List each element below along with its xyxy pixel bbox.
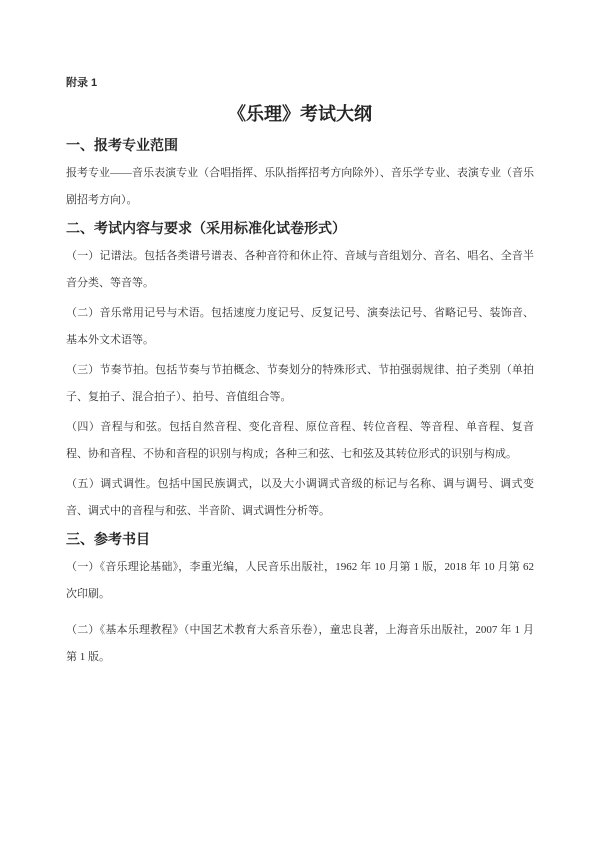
paragraph-notation: （一）记谱法。包括各类谱号谱表、各种音符和休止符、音域与音组划分、音名、唱名、全音半音分类、等音等。 <box>66 250 534 289</box>
paragraph-symbols-terms: （二）音乐常用记号与术语。包括速度力度记号、反复记号、演奏法记号、省略记号、装饰音、基本外文术语等。 <box>66 307 534 346</box>
paragraph-intervals-chords: （四）音程与和弦。包括自然音程、变化音程、原位音程、转位音程、等音程、单音程、复音程、协和音程、不协和音程的识别与构成；各种三和弦、七和弦及其转位形式的识别与构成。 <box>66 421 534 460</box>
paragraph-application-scope: 报考专业——音乐表演专业（合唱指挥、乐队指挥招考方向除外）、音乐学专业、表演专业（音乐剧招考方向）。 <box>66 167 534 206</box>
section-heading-references: 三、参考书目 <box>66 533 150 548</box>
reference-book-1: （一）《音乐理论基础》，李重光编，人民音乐出版社，1962 年 10 月第 1 版，2018 年 10 月第 62 次印刷。 <box>66 561 534 600</box>
section-heading-application-scope: 一、报考专业范围 <box>66 139 178 154</box>
paragraph-rhythm-meter: （三）节奏节拍。包括节奏与节拍概念、节奏划分的特殊形式、节拍强弱规律、拍子类别（单拍子、复拍子、混合拍子）、拍号、音值组合等。 <box>66 364 534 403</box>
paragraph-mode-tonality: （五）调式调性。包括中国民族调式，以及大小调调式音级的标记与名称、调与调号、调式变音、调式中的音程与和弦、半音阶、调式调性分析等。 <box>66 478 534 517</box>
document-title: 《乐理》考试大纲 <box>228 104 372 124</box>
section-heading-exam-content: 二、考试内容与要求（采用标准化试卷形式） <box>66 222 346 237</box>
reference-book-2: （二）《基本乐理教程》（中国艺术教育大系音乐卷），童忠良著，上海音乐出版社，2007 年 1 月第 1 版。 <box>66 624 534 663</box>
appendix-label: 附录 1 <box>66 77 98 89</box>
